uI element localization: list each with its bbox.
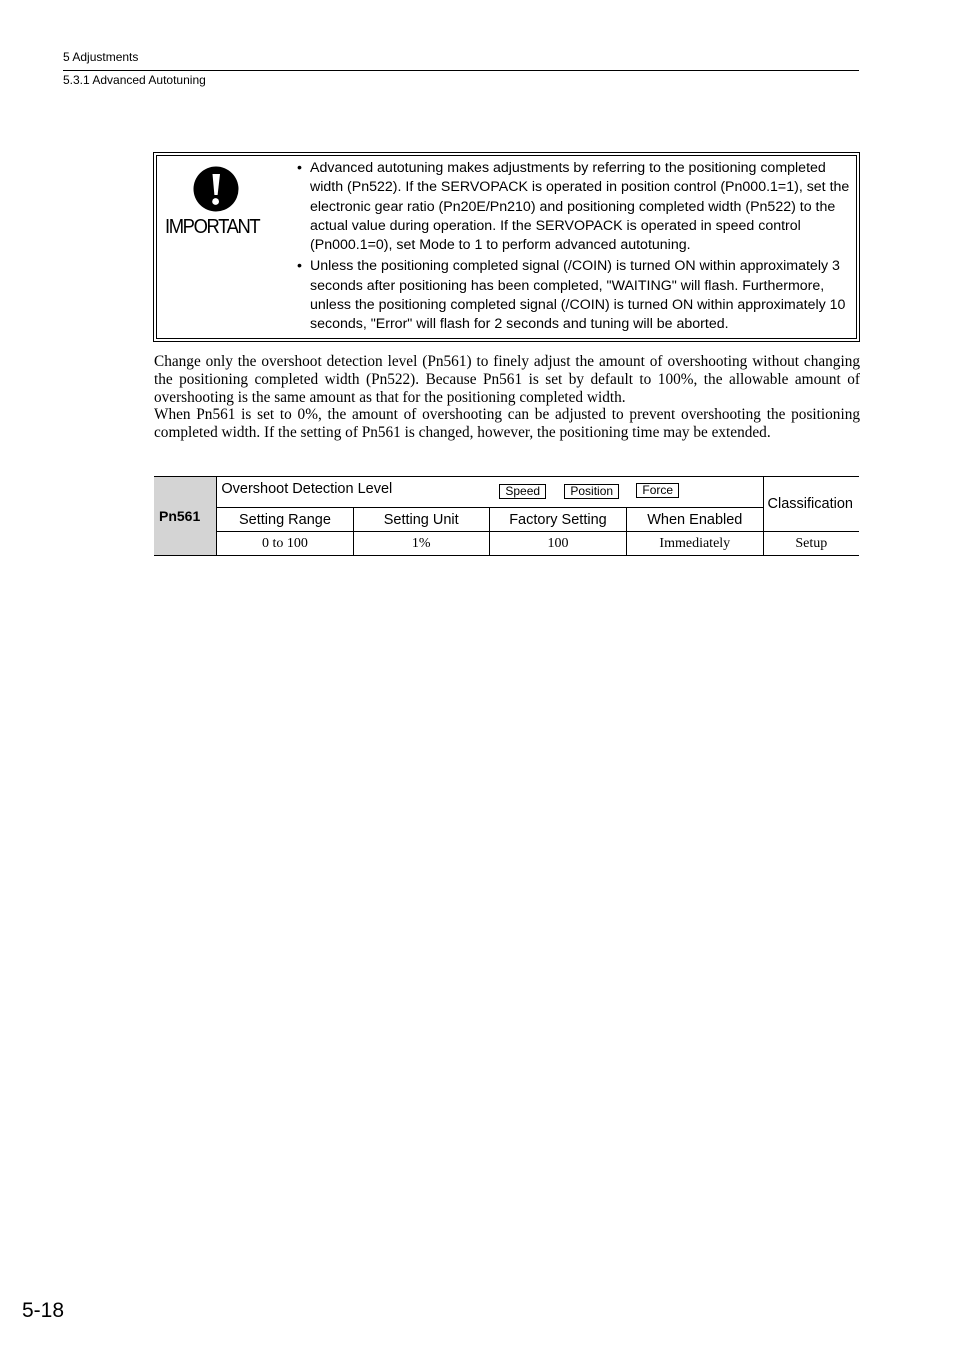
- parameter-table: [154, 476, 859, 556]
- mode-tag-force: Force: [636, 483, 679, 498]
- table-cell: 1%: [353, 532, 489, 556]
- important-list: [297, 159, 853, 337]
- important-notice: [153, 152, 860, 342]
- important-notice-inner: [156, 155, 857, 339]
- body-text: [154, 353, 860, 442]
- table-cell: 100: [489, 532, 626, 556]
- bullet-icon: •: [297, 160, 302, 176]
- table-row: [154, 532, 859, 556]
- list-item: [297, 257, 853, 334]
- classification-header: Classification: [763, 477, 859, 532]
- list-item: [297, 159, 853, 255]
- column-header: Factory Setting: [489, 508, 626, 532]
- important-label: IMPORTANT: [165, 216, 260, 238]
- bullet-icon: •: [297, 258, 302, 275]
- column-header: When Enabled: [627, 508, 763, 532]
- body-paragraph: When Pn561 is set to 0%, the amount of overshooting can be adjusted to prevent overshooting the positioning completed width. If the setting of Pn561 is changed, however, the positioning time may be extended.: [154, 406, 860, 442]
- table-row: [154, 508, 859, 532]
- body-paragraph: Change only the overshoot detection level (Pn561) to finely adjust the amount of overshooting without changing the positioning completed width (Pn522). Because Pn561 is set by default to 100%, the allowable amount of overshooting is the same amount as that for the positioning completed width.: [154, 353, 860, 406]
- parameter-number: Pn561: [154, 477, 217, 556]
- important-item-text: Advanced autotuning makes adjustments by referring to the positioning completed width (Pn522). If the SERVOPACK is operated in position control (Pn000.1=1), set the electronic gear ratio (Pn20E/Pn210) and positioning completed width (Pn522) to the actual value during operation. If the SERVOPACK is operated in speed control (Pn000.1=0), set Mode to 1 to perform advanced autotuning.: [310, 160, 850, 254]
- classification-value: Setup: [763, 532, 859, 556]
- column-header: Setting Unit: [353, 508, 489, 532]
- table-cell: Immediately: [627, 532, 763, 556]
- important-item-text: Unless the positioning completed signal (/COIN) is turned ON within approximately 3 seconds after positioning has been completed, "WAITING" will flash. Furthermore, unless the positioning completed signal (/COIN) is turned ON within approximately 10 seconds, "Error" will flash for 2 seconds and tuning will be aborted.: [310, 258, 846, 333]
- mode-tag-speed: Speed: [499, 484, 546, 499]
- table-row: [154, 477, 859, 508]
- page-number: 5-18: [22, 1299, 65, 1322]
- parameter-name-cell: [217, 477, 763, 508]
- parameter-name: Overshoot Detection Level: [221, 481, 393, 497]
- exclamation-circle-icon: [193, 166, 239, 212]
- table-cell: 0 to 100: [217, 532, 353, 556]
- section-header: 5.3.1 Advanced Autotuning: [63, 73, 206, 87]
- header-rule: [63, 70, 859, 71]
- mode-tag-position: Position: [564, 484, 619, 499]
- chapter-header: 5 Adjustments: [63, 50, 139, 64]
- column-header: Setting Range: [217, 508, 353, 532]
